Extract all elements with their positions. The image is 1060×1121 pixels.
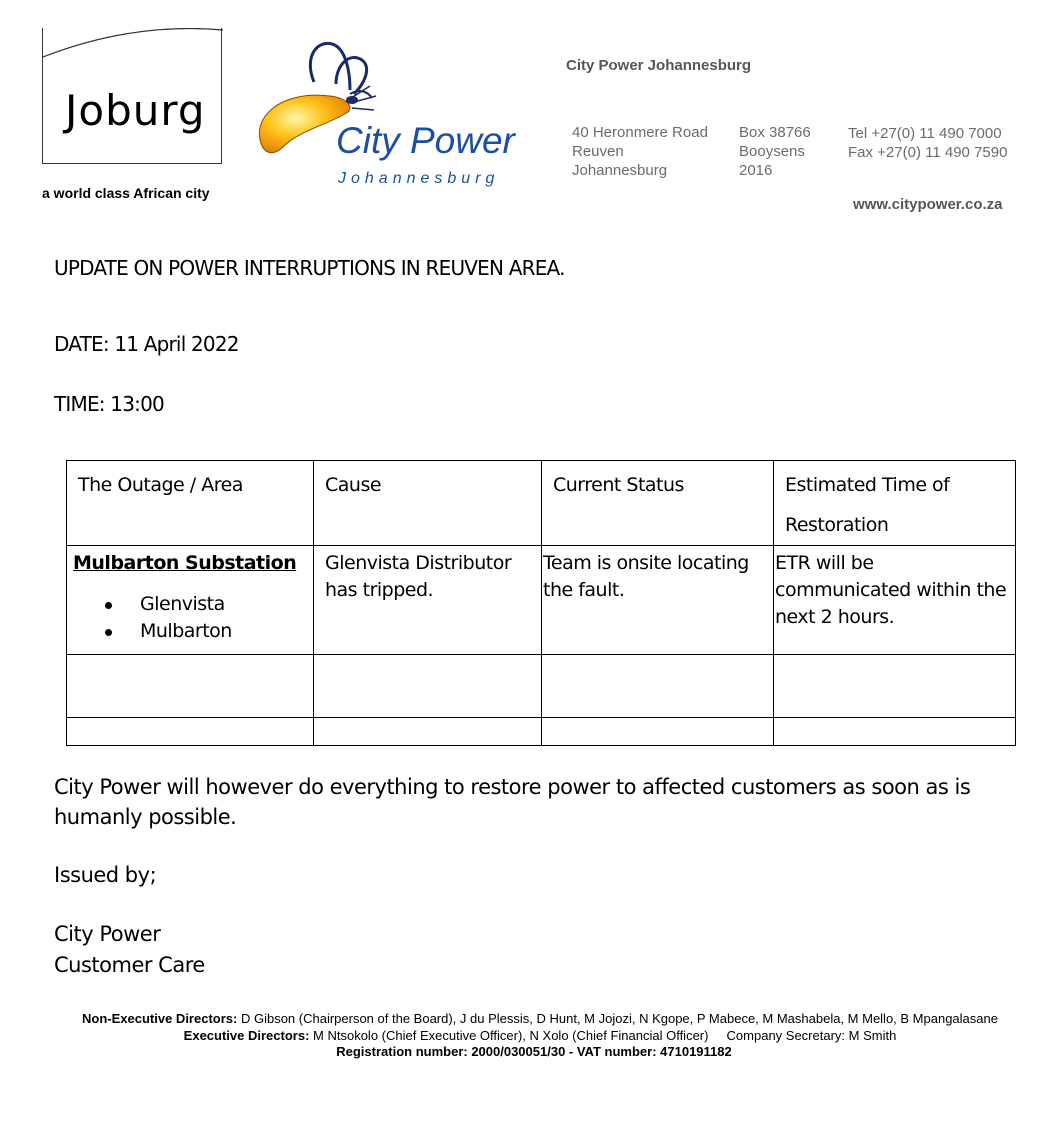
joburg-logo-arc xyxy=(43,28,223,58)
contact-numbers xyxy=(848,124,1007,162)
column-header-restoration: Estimated Time of Restoration xyxy=(774,461,1016,546)
column-header-status: Current Status xyxy=(542,461,774,546)
issued-by-label: Issued by; xyxy=(54,863,157,887)
non-exec-names: D Gibson (Chairperson of the Board), J du Plessis, D Hunt, M Jojozi, N Kgope, P Mabece, M Mashabela, M Mello, B Mpangalasane xyxy=(240,1011,998,1026)
empty-cell xyxy=(67,718,314,746)
document-heading: UPDATE ON POWER INTERRUPTIONS IN REUVEN AREA. xyxy=(54,256,565,280)
address-line: 40 Heronmere Road xyxy=(572,124,708,141)
restoration-cell: ETR will be communicated within the next 2 hours. xyxy=(774,546,1016,655)
citypower-logo-name: City Power xyxy=(336,120,515,161)
company-title: City Power Johannesburg xyxy=(566,57,752,74)
table-row xyxy=(67,655,1016,718)
list-item: Glenvista xyxy=(73,591,311,618)
fax: Fax +27(0) 11 490 7590 xyxy=(848,144,1008,161)
closing-statement: City Power will however do everything to restore power to affected customers as soon as is humanly possible. xyxy=(54,775,971,829)
document-time: TIME: 13:00 xyxy=(54,392,164,416)
signatory-line: Customer Care xyxy=(54,953,205,977)
empty-cell xyxy=(314,718,542,746)
outage-table xyxy=(66,460,1016,746)
table-header-row xyxy=(67,461,1016,546)
signatory xyxy=(54,919,205,981)
postal-line: Box 38766 xyxy=(739,124,811,141)
joburg-tagline: a world class African city xyxy=(42,185,210,201)
table-row xyxy=(67,718,1016,746)
column-header-area: The Outage / Area xyxy=(67,461,314,546)
footer-non-executive-directors xyxy=(10,1011,1060,1026)
joburg-logo-text: Joburg xyxy=(65,86,206,135)
footer-executive-directors xyxy=(10,1028,1060,1043)
street-address xyxy=(572,123,708,180)
empty-cell xyxy=(774,655,1016,718)
citypower-logo-subtitle: Johannesburg xyxy=(338,170,500,187)
postal-address xyxy=(739,123,811,180)
signatory-line: City Power xyxy=(54,922,161,946)
postal-line: Booysens xyxy=(739,143,805,160)
status-cell: Team is onsite locating the fault. xyxy=(542,546,774,655)
footer-registration: Registration number: 2000/030051/30 - VAT number: 4710191182 xyxy=(336,1044,732,1059)
website-link[interactable]: www.citypower.co.za xyxy=(853,196,1003,213)
address-line: Johannesburg xyxy=(572,162,668,179)
empty-cell xyxy=(774,718,1016,746)
company-secretary: Company Secretary: M Smith xyxy=(726,1028,897,1043)
empty-cell xyxy=(67,655,314,718)
column-header-cause: Cause xyxy=(314,461,542,546)
substation-name: Mulbarton Substation xyxy=(73,552,297,574)
list-item: Mulbarton xyxy=(73,618,311,645)
postal-line: 2016 xyxy=(739,162,773,179)
exec-names: M Ntsokolo (Chief Executive Officer), N Xolo (Chief Financial Officer) xyxy=(313,1028,709,1043)
cause-cell: Glenvista Distributor has tripped. xyxy=(314,546,542,655)
address-line: Reuven xyxy=(572,143,624,160)
joburg-logo xyxy=(42,28,222,164)
document-date: DATE: 11 April 2022 xyxy=(54,332,239,356)
empty-cell xyxy=(542,718,774,746)
telephone: Tel +27(0) 11 490 7000 xyxy=(848,125,1002,142)
exec-label: Executive Directors: xyxy=(183,1028,310,1043)
empty-cell xyxy=(314,655,542,718)
area-cell xyxy=(67,546,314,655)
empty-cell xyxy=(542,655,774,718)
non-exec-label: Non-Executive Directors: xyxy=(82,1011,238,1026)
affected-areas-list xyxy=(73,591,311,645)
table-row xyxy=(67,546,1016,655)
